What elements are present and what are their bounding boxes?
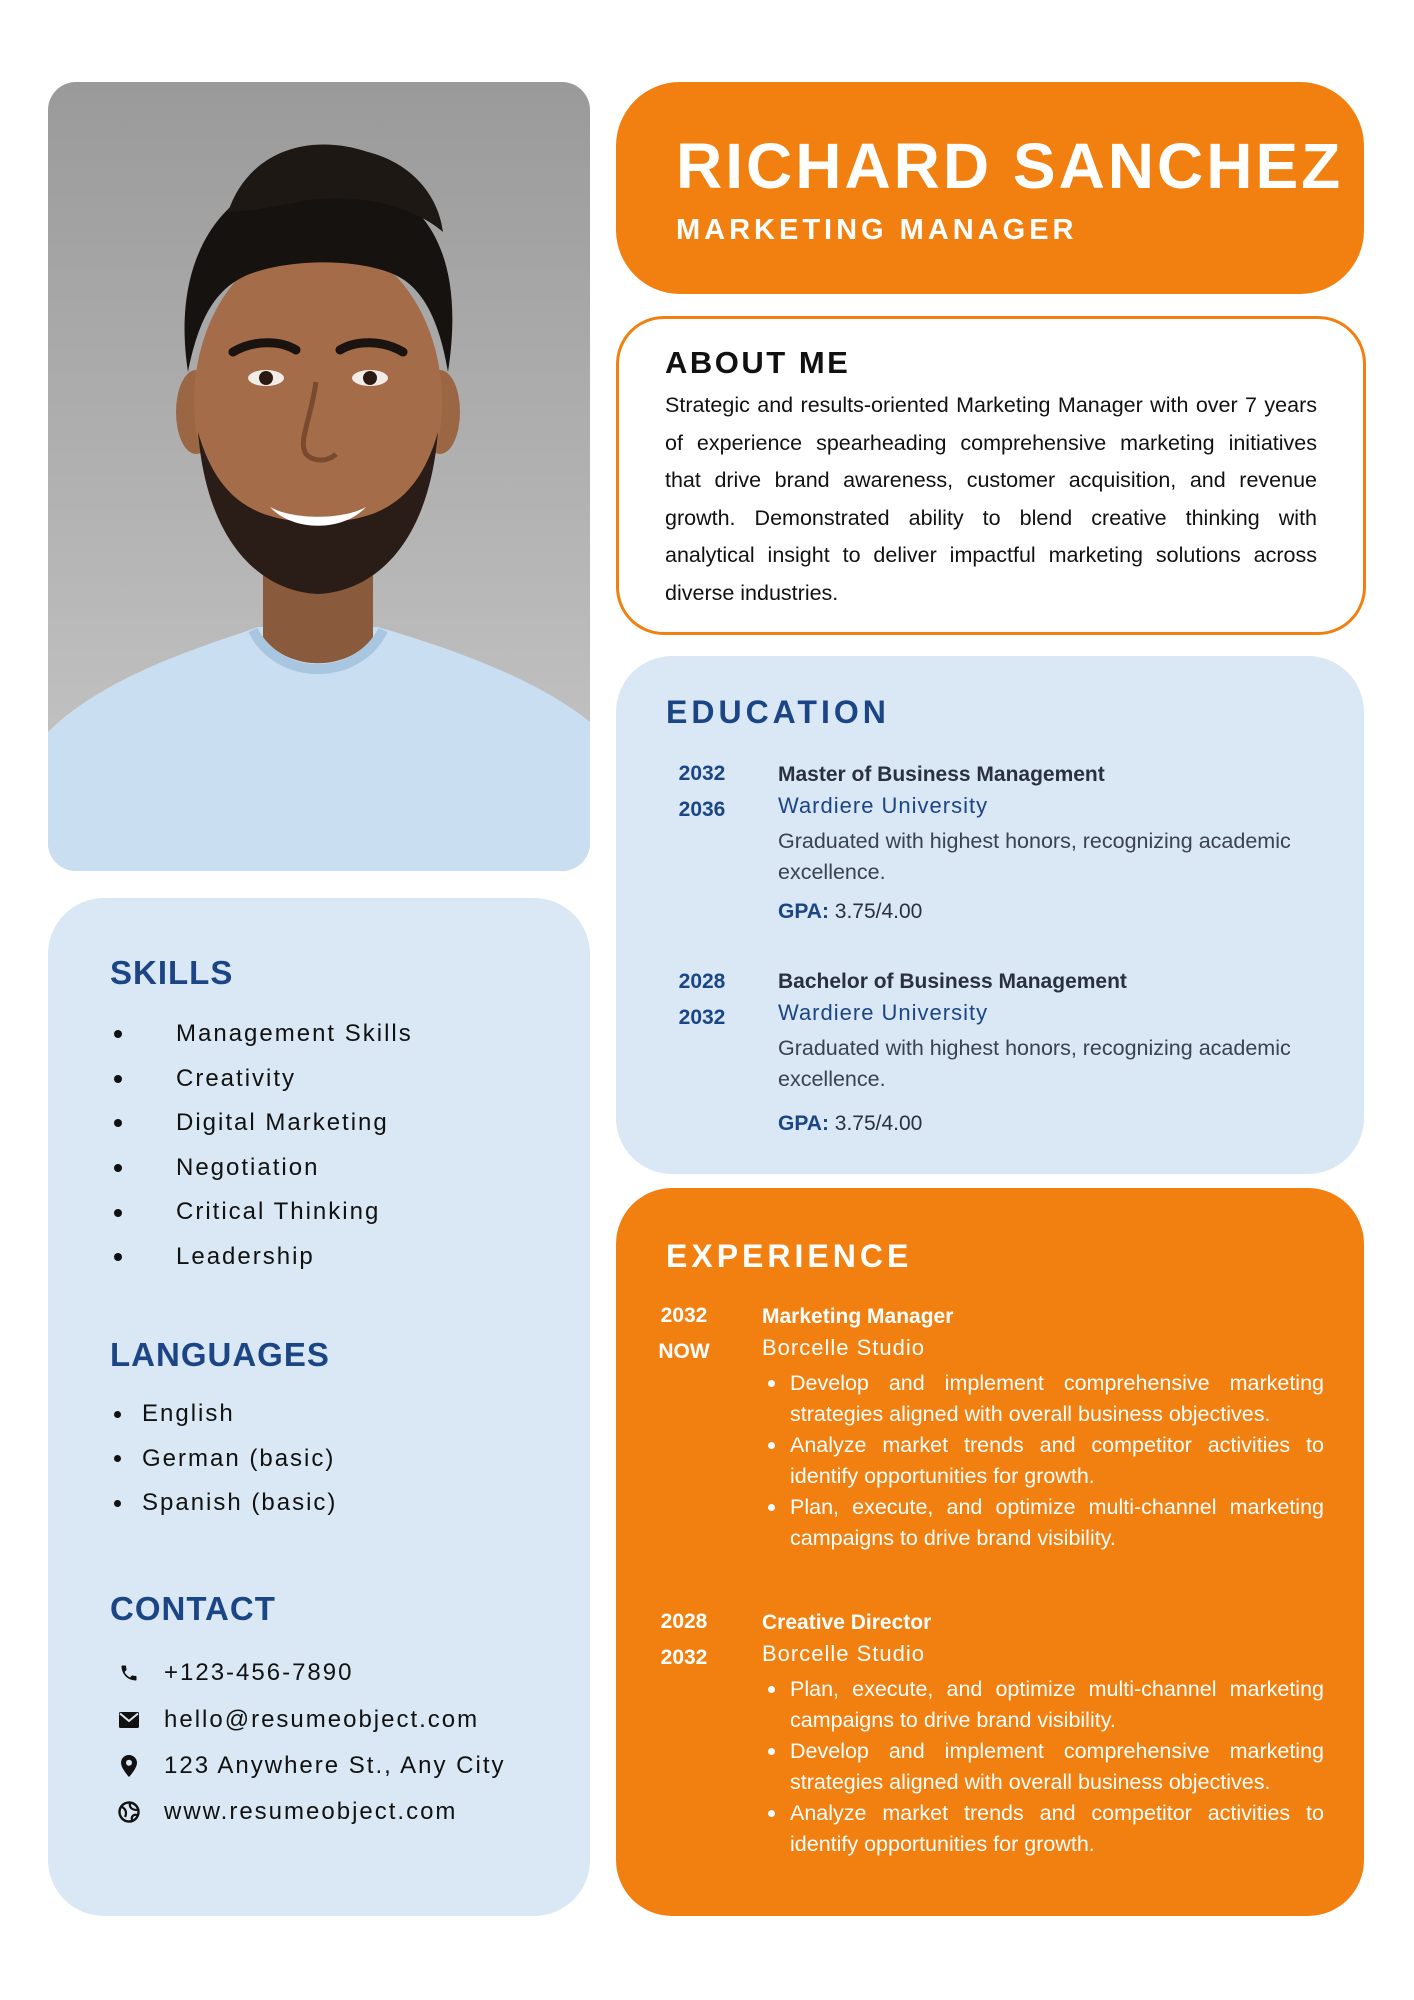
skill-item: Leadership xyxy=(114,1235,413,1280)
profile-photo xyxy=(48,82,590,871)
skill-item: Negotiation xyxy=(114,1146,413,1191)
name-header xyxy=(616,82,1364,294)
education-card xyxy=(616,656,1364,1174)
edu-start-year: 2032 xyxy=(678,762,726,785)
skill-item: Management Skills xyxy=(114,1012,413,1057)
education-heading: EDUCATION xyxy=(666,694,890,730)
exp-responsibilities xyxy=(762,1674,1324,1860)
candidate-name: RICHARD SANCHEZ xyxy=(676,130,1344,202)
languages-heading: LANGUAGES xyxy=(110,1336,330,1373)
contact-website[interactable] xyxy=(118,1789,457,1835)
exp-end-year: NOW xyxy=(658,1340,710,1363)
contact-email-text: hello@resumeobject.com xyxy=(164,1706,480,1733)
gpa-label: GPA: xyxy=(778,900,829,923)
exp-responsibilities xyxy=(762,1368,1324,1554)
language-item: German (basic) xyxy=(114,1437,337,1482)
exp-start-year: 2032 xyxy=(660,1304,708,1327)
about-card xyxy=(616,316,1366,635)
exp-bullet: Develop and implement comprehensive marketing strategies aligned with overall business objectives. xyxy=(762,1736,1324,1798)
exp-role: Marketing Manager xyxy=(762,1305,954,1328)
email-icon xyxy=(118,1709,140,1731)
exp-bullet: Develop and implement comprehensive marketing strategies aligned with overall business objectives. xyxy=(762,1368,1324,1430)
skill-item: Creativity xyxy=(114,1057,413,1102)
contact-phone[interactable] xyxy=(118,1650,353,1696)
location-pin-icon xyxy=(118,1755,140,1777)
edu-degree: Bachelor of Business Management xyxy=(778,970,1127,993)
contact-email[interactable] xyxy=(118,1697,479,1743)
exp-start-year: 2028 xyxy=(660,1610,708,1633)
edu-end-year: 2032 xyxy=(678,1006,726,1029)
edu-end-year: 2036 xyxy=(678,798,726,821)
experience-heading: EXPERIENCE xyxy=(666,1238,913,1274)
exp-company: Borcelle Studio xyxy=(762,1335,925,1360)
contact-website-text: www.resumeobject.com xyxy=(164,1798,458,1825)
language-item: English xyxy=(114,1392,337,1437)
about-text: Strategic and results-oriented Marketing Manager with over 7 years of experience spearheading comprehensive marketing initiatives that drive brand awareness, customer acquisition, and revenue growth. Demonstrated ability to blend creative thinking with analytical insight to deliver impactful marketing solutions across diverse industries. xyxy=(665,393,1317,605)
edu-gpa xyxy=(778,900,922,924)
contact-heading: CONTACT xyxy=(110,1590,276,1627)
edu-description: Graduated with highest honors, recognizing academic excellence. xyxy=(778,1036,1291,1091)
about-heading: ABOUT ME xyxy=(665,345,851,380)
contact-phone-text: +123-456-7890 xyxy=(164,1659,354,1686)
exp-bullet: Plan, execute, and optimize multi-channel marketing campaigns to drive brand visibility. xyxy=(762,1674,1324,1736)
languages-list xyxy=(114,1392,337,1526)
skills-list xyxy=(114,1012,413,1280)
gpa-value: 3.75/4.00 xyxy=(828,900,923,923)
contact-address xyxy=(118,1743,506,1789)
skill-item: Digital Marketing xyxy=(114,1101,413,1146)
edu-gpa xyxy=(778,1112,922,1136)
exp-bullet: Analyze market trends and competitor activities to identify opportunities for growth. xyxy=(762,1798,1324,1860)
globe-icon xyxy=(118,1801,140,1823)
exp-bullet: Analyze market trends and competitor activities to identify opportunities for growth. xyxy=(762,1430,1324,1492)
skills-heading: SKILLS xyxy=(110,954,234,991)
skill-item: Critical Thinking xyxy=(114,1190,413,1235)
edu-degree: Master of Business Management xyxy=(778,763,1105,786)
exp-end-year: 2032 xyxy=(660,1646,708,1669)
experience-card xyxy=(616,1188,1364,1916)
exp-bullet: Plan, execute, and optimize multi-channel marketing campaigns to drive brand visibility. xyxy=(762,1492,1324,1554)
phone-icon xyxy=(118,1662,140,1684)
exp-role: Creative Director xyxy=(762,1611,932,1634)
edu-school: Wardiere University xyxy=(778,793,989,818)
contact-address-text: 123 Anywhere St., Any City xyxy=(164,1752,506,1779)
candidate-title: MARKETING MANAGER xyxy=(676,214,1078,246)
gpa-label: GPA: xyxy=(778,1112,829,1135)
language-item: Spanish (basic) xyxy=(114,1481,337,1526)
edu-description: Graduated with highest honors, recognizing academic excellence. xyxy=(778,829,1291,884)
edu-school: Wardiere University xyxy=(778,1000,989,1025)
sidebar-card xyxy=(48,898,590,1916)
exp-company: Borcelle Studio xyxy=(762,1641,925,1666)
edu-start-year: 2028 xyxy=(678,970,726,993)
gpa-value: 3.75/4.00 xyxy=(828,1112,923,1135)
